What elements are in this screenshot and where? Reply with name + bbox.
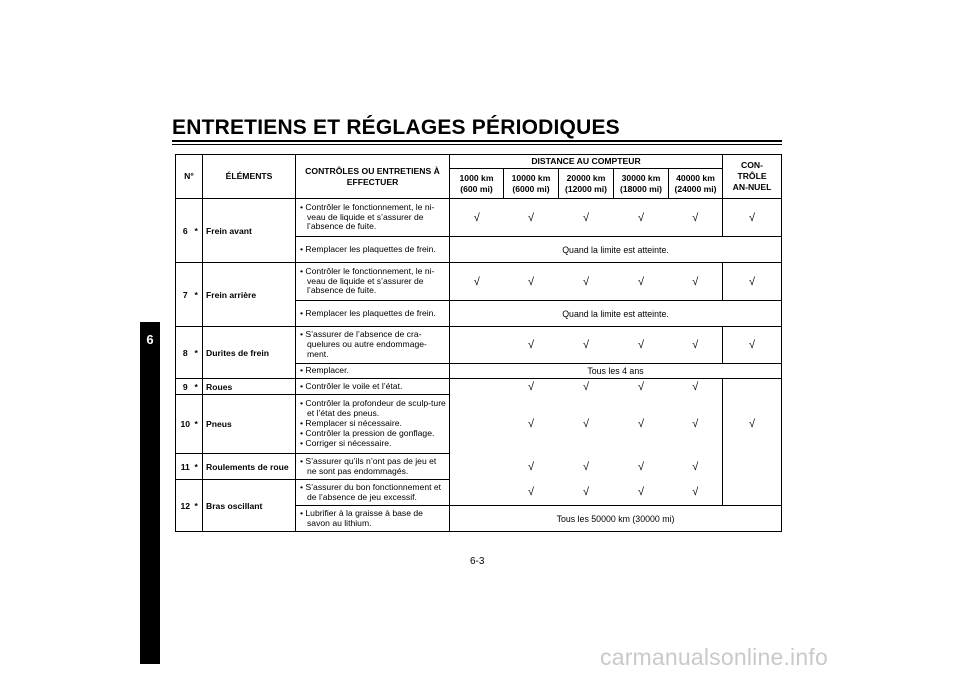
check-mark: √: [582, 380, 590, 393]
check-empty: [450, 379, 504, 395]
row-star: *: [195, 263, 203, 327]
km-value: 30000 km: [621, 172, 661, 183]
check-mark: √: [582, 486, 590, 499]
check-mark: √: [692, 418, 699, 430]
check-mark: √: [637, 275, 645, 288]
check-mark: √: [637, 211, 645, 224]
mi-value: (600 mi): [460, 183, 493, 194]
check-mark: √: [692, 460, 699, 473]
row-action: [296, 379, 450, 395]
check-mark: √: [527, 275, 535, 288]
check-mark: √: [527, 380, 535, 393]
check-mark: √: [723, 395, 782, 454]
title-rule-thin: [172, 144, 782, 145]
km-value: 10000 km: [511, 172, 551, 183]
check-mark: √: [723, 263, 782, 301]
mi-value: (24000 mi): [674, 183, 717, 194]
action-text: • Contrôler la pression de gonflage.: [300, 427, 435, 438]
row-action: [296, 237, 450, 263]
check-mark: √: [637, 339, 645, 351]
row-star: *: [195, 454, 203, 480]
page-number: 6-3: [470, 556, 485, 567]
check-mark: √: [723, 327, 782, 364]
action-text: • Contrôler le voile et l’état.: [300, 380, 403, 391]
watermark: carmanualsonline.info: [600, 644, 828, 670]
row-item: Roues: [203, 379, 296, 395]
action-text: • Contrôler le fonctionnement, le ni-veau de liquide et s’assurer de l’absence de fuite.: [300, 265, 435, 296]
action-text: • S’assurer du bon fonctionnement et de l’absence de jeu excessif.: [300, 481, 442, 502]
action-text: • Remplacer les plaquettes de frein.: [300, 307, 436, 318]
row-action: [296, 506, 450, 532]
header-elements: ÉLÉMENTS: [203, 155, 296, 199]
row-number: 12: [176, 480, 195, 532]
action-text: • Lubrifier à la graisse à base de savon au lithium.: [300, 507, 423, 528]
table-row: [176, 454, 782, 480]
action-text: • Remplacer.: [300, 365, 349, 376]
check-empty: [723, 454, 782, 480]
row-note: Tous les 50000 km (30000 mi): [450, 506, 782, 532]
row-action: [296, 454, 450, 480]
check-mark: √: [582, 460, 590, 473]
action-text: • Corriger si nécessaire.: [300, 437, 392, 448]
header-no: N°: [176, 155, 203, 199]
chapter-tab: 6: [140, 322, 160, 664]
header-controls: CONTRÔLES OU ENTRETIENS À EFFECTUER: [296, 155, 450, 199]
row-note: Quand la limite est atteinte.: [450, 237, 782, 263]
check-mark: √: [637, 460, 645, 473]
km-value: 1000 km: [459, 172, 494, 183]
check-mark: √: [637, 486, 645, 499]
row-number: 11: [176, 454, 195, 480]
row-star: *: [195, 327, 203, 379]
row-note: Tous les 4 ans: [450, 364, 782, 379]
table-row: [176, 379, 782, 395]
row-star: *: [195, 480, 203, 532]
check-mark: √: [527, 339, 535, 351]
table-row: [176, 263, 782, 301]
action-text: • Contrôler la profondeur de sculp-ture et l’état des pneus.: [300, 398, 446, 419]
check-mark: √: [582, 275, 590, 288]
mi-value: (6000 mi): [512, 183, 550, 194]
check-mark: √: [692, 380, 699, 393]
row-note: Quand la limite est atteinte.: [450, 301, 782, 327]
row-number: 8: [176, 327, 195, 379]
row-star: *: [195, 395, 203, 454]
table-row: [176, 199, 782, 237]
action-text: • S’assurer de l’absence de cra-quelures ou autre endommage-ment.: [300, 329, 427, 359]
row-number: 9: [176, 379, 195, 395]
action-text: • Contrôler le fonctionnement, le ni-veau de liquide et s’assurer de l’absence de fuite.: [300, 201, 435, 232]
header-km-col: [669, 169, 723, 199]
check-mark: √: [723, 199, 782, 237]
row-number: 10: [176, 395, 195, 454]
check-empty: [450, 480, 504, 506]
action-text: • Remplacer les plaquettes de frein.: [300, 243, 436, 254]
row-item: Frein avant: [203, 199, 296, 263]
header-annual: CON-TRÔLE AN-NUEL: [723, 155, 782, 199]
check-mark: √: [527, 211, 535, 224]
header-km-col: [614, 169, 669, 199]
check-mark: √: [692, 211, 699, 224]
row-action: [296, 199, 450, 237]
title-rule: [172, 140, 782, 142]
action-text: • Remplacer si nécessaire.: [300, 418, 402, 429]
check-mark: √: [692, 486, 699, 499]
row-action: [296, 364, 450, 379]
row-item: Bras oscillant: [203, 480, 296, 532]
check-mark: √: [582, 339, 590, 351]
check-mark: √: [473, 275, 480, 288]
row-number: 6: [176, 199, 195, 263]
check-empty: [450, 454, 504, 480]
row-item: Frein arrière: [203, 263, 296, 327]
row-item: Pneus: [203, 395, 296, 454]
check-empty: [450, 327, 504, 364]
check-mark: √: [637, 380, 645, 393]
row-action: [296, 301, 450, 327]
header-km-col: [504, 169, 559, 199]
row-action: [296, 263, 450, 301]
table-row: [176, 480, 782, 506]
header-km-col: [450, 169, 504, 199]
check-mark: √: [527, 418, 535, 430]
header-distance: DISTANCE AU COMPTEUR: [450, 155, 723, 169]
check-mark: √: [527, 486, 535, 499]
page-title: ENTRETIENS ET RÉGLAGES PÉRIODIQUES: [172, 116, 620, 139]
check-mark: √: [582, 211, 590, 224]
maintenance-table: [175, 154, 782, 532]
row-star: *: [195, 199, 203, 263]
check-mark: √: [582, 418, 590, 430]
row-action: [296, 327, 450, 364]
check-mark: √: [473, 211, 480, 224]
check-mark: √: [692, 339, 699, 351]
table-row: [176, 395, 782, 454]
check-mark: √: [527, 460, 535, 473]
km-value: 40000 km: [676, 172, 715, 183]
check-mark: √: [637, 418, 645, 430]
row-action: [296, 480, 450, 506]
check-empty: [450, 395, 504, 454]
mi-value: (18000 mi): [619, 183, 663, 194]
km-value: 20000 km: [566, 172, 606, 183]
table-row: [176, 327, 782, 364]
header-km-col: [559, 169, 614, 199]
check-mark: √: [692, 275, 699, 288]
row-star: *: [195, 379, 203, 395]
check-empty: [723, 379, 782, 395]
row-number: 7: [176, 263, 195, 327]
action-text: • S’assurer qu’ils n’ont pas de jeu et ne sont pas endommagés.: [300, 455, 437, 476]
row-action: [296, 395, 450, 454]
mi-value: (12000 mi): [564, 183, 608, 194]
check-empty: [723, 480, 782, 506]
row-item: Roulements de roue: [203, 454, 296, 480]
row-item: Durites de frein: [203, 327, 296, 379]
